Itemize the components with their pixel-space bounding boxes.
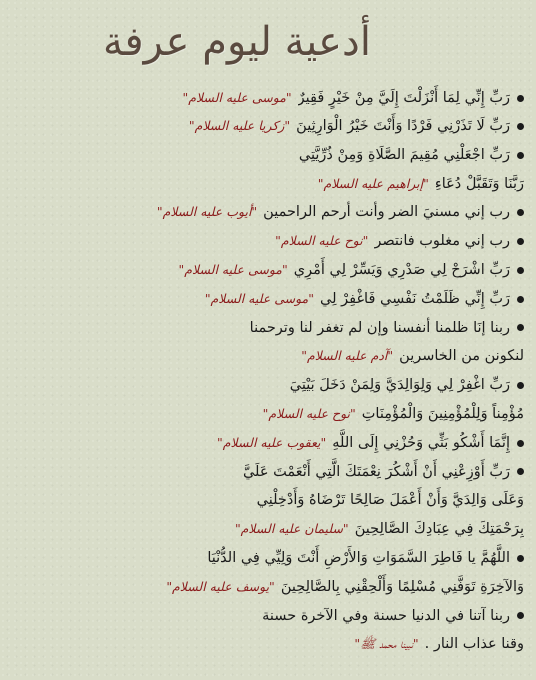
dua-text: رَبِّ إِنِّي لِمَا أَنْزَلْتَ إِلَيَّ مِنْ خَيْرٍ فَقِيرٌ <box>297 90 510 106</box>
prophet-attribution: "زكريا عليه السلام" <box>188 118 291 133</box>
dua-text: مُؤْمِناً وَلِلْمُؤْمِنِينَ وَالْمُؤْمِنَاتِ <box>361 405 524 422</box>
dua-text: رب إني مغلوب فانتصر <box>374 233 510 250</box>
dua-text: وقنا عذاب النار . <box>424 636 524 653</box>
dua-line <box>10 314 524 343</box>
dua-text: رب إني مسنيَ الضر وأنت أرحم الراحمين <box>263 204 510 221</box>
dua-line <box>10 573 524 602</box>
dua-line <box>10 400 524 429</box>
prophet-attribution: "موسى عليه السلام" <box>204 290 315 306</box>
dua-line <box>10 429 524 458</box>
dua-line <box>10 515 524 544</box>
bullet-icon <box>517 555 524 562</box>
bullet-icon <box>517 238 524 245</box>
bullet-icon <box>517 296 524 303</box>
bullet-icon <box>517 382 524 389</box>
dua-text: رَبِّ أَوْزِعْنِي أَنْ أَشْكُرَ نِعْمَتَكَ الَّتِي أَنْعَمْتَ عَلَيَّ <box>242 463 510 480</box>
dua-text: اللَّهُمَّ يا فَاطِرَ السَّمَوَاتِ وَالأَرْضِ أَنْتَ وَلِيِّي فِي الدُّنْيَا <box>207 549 510 566</box>
dua-line <box>10 630 524 659</box>
dua-line <box>10 544 524 573</box>
prophet-attribution: "أيوب عليه السلام" <box>156 204 258 220</box>
dua-line <box>10 285 524 314</box>
prophet-attribution: "موسى عليه السلام" <box>178 261 288 277</box>
bullet-icon <box>517 267 524 274</box>
dua-text: إِنَّمَا أَشْكُو بَثِّي وَحُزْنِي إِلَى اللَّهِ <box>332 434 510 451</box>
dua-text: رَبِّ لَا تَذَرْنِي فَرْدًا وَأَنْتَ خَيْرُ الْوَارِثِينَ <box>296 118 510 134</box>
dua-text: رَبِّ اغْفِرْ لِي وَلِوَالِدَيَّ وَلِمَنْ دَخَلَ بَيْتِيَ <box>289 377 510 394</box>
dua-list <box>10 84 524 659</box>
dua-line <box>10 486 524 515</box>
bullet-icon <box>517 440 524 447</box>
prophet-attribution: "آدم عليه السلام" <box>301 348 394 364</box>
dua-line <box>10 256 524 285</box>
dua-line <box>10 84 524 112</box>
bullet-icon <box>517 95 524 102</box>
prophet-attribution: "سليمان عليه السلام" <box>234 521 349 537</box>
dua-line <box>10 458 524 487</box>
bullet-icon <box>517 123 524 130</box>
dua-text: رَبِّ اجْعَلْنِي مُقِيمَ الصَّلَاةِ وَمِنْ ذُرِّيَّتِي <box>298 146 510 163</box>
page-title: أدعية ليوم عرفة <box>103 19 371 65</box>
dua-line <box>10 602 524 631</box>
dua-line <box>10 198 524 227</box>
dua-text: وَالآخِرَةِ تَوَفَّنِي مُسْلِمًا وَأَلْحِقْنِي بِالصَّالِحِينَ <box>280 578 524 595</box>
dua-line <box>10 371 524 400</box>
dua-text: لنكونن من الخاسرين <box>399 348 524 365</box>
dua-text: رَبِّ اشْرَحْ لِي صَدْرِي وَيَسِّرْ لِي أَمْرِي <box>293 261 510 278</box>
prophet-attribution: "موسى عليه السلام" <box>182 90 292 105</box>
dua-text: رَبِّ إِنِّي ظَلَمْتُ نَفْسِي فَاغْفِرْ لِي <box>320 290 510 307</box>
bullet-icon <box>517 152 524 159</box>
prophet-attribution: "نوح عليه السلام" <box>275 233 369 249</box>
dua-line <box>10 112 524 141</box>
dua-text: بِرَحْمَتِكَ فِي عِبَادِكَ الصَّالِحِينَ <box>354 521 524 538</box>
prophet-attribution: "يعقوب عليه السلام" <box>217 434 327 450</box>
dua-line <box>10 170 524 199</box>
dua-text: ربنا آتنا في الدنيا حسنة وفي الآخرة حسنة <box>262 607 510 624</box>
prophet-attribution: "نبينا محمد ﷺ" <box>354 636 419 652</box>
dua-line <box>10 227 524 256</box>
prophet-attribution: "نوح عليه السلام" <box>262 405 356 421</box>
prophet-attribution: "إبراهيم عليه السلام" <box>317 175 429 191</box>
prophet-attribution: "يوسف عليه السلام" <box>166 578 275 594</box>
bullet-icon <box>517 468 524 475</box>
bullet-icon <box>517 612 524 619</box>
dua-text: رَبَّنَا وَتَقَبَّلْ دُعَاءِ <box>434 175 524 192</box>
dua-line <box>10 141 524 170</box>
dua-line <box>10 342 524 371</box>
bullet-icon <box>517 324 524 331</box>
dua-text: ربنا إنَا ظلمنا أنفسنا وإن لم تغفر لنا وترحمنا <box>249 319 510 336</box>
bullet-icon <box>517 209 524 216</box>
dua-text: وَعَلَى وَالِدَيَّ وَأَنْ أَعْمَلَ صَالِحًا تَرْضَاهُ وَأَدْخِلْنِي <box>256 492 524 509</box>
